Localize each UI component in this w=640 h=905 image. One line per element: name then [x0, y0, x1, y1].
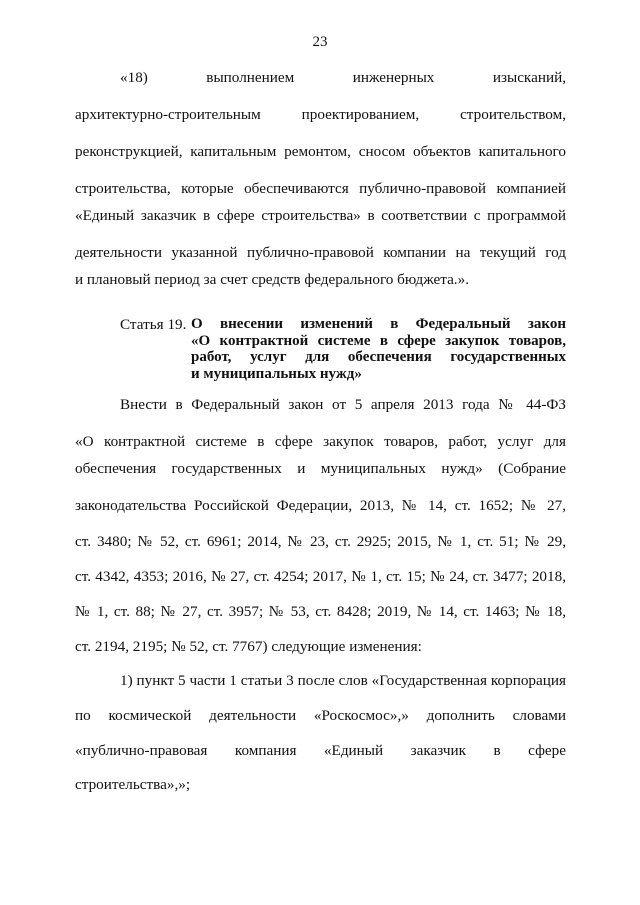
text-line: «18) выполнением инженерных изысканий,	[120, 69, 566, 86]
text-line: ст. 2194, 2195; № 52, ст. 7767) следующие изменения:	[75, 638, 422, 655]
article-title-line: работ, услуг для обеспечения государственных	[191, 349, 566, 365]
text-line: строительства»,»;	[75, 776, 191, 793]
text-line: «публично-правовая компания «Единый заказчик в сфере	[75, 742, 566, 759]
text-line: строительства, которые обеспечиваются публично-правовой компанией	[75, 180, 566, 197]
text-line: ст. 4342, 4353; 2016, № 27, ст. 4254; 2017, № 1, ст. 15; № 24, ст. 3477; 2018,	[75, 568, 566, 585]
text-line: реконструкцией, капитальным ремонтом, сносом объектов капитального	[75, 143, 566, 160]
page-number: 23	[312, 34, 328, 50]
text-line: и плановый период за счет средств федерального бюджета.».	[75, 271, 469, 288]
text-line: № 1, ст. 88; № 27, ст. 3957; № 53, ст. 8428; 2019, № 14, ст. 1463; № 18,	[75, 603, 566, 620]
text-line: архитектурно-строительным проектированием, строительством,	[75, 106, 566, 123]
article-title	[191, 316, 566, 382]
text-line: Внести в Федеральный закон от 5 апреля 2013 года № 44-ФЗ	[120, 396, 566, 413]
text-line: 1) пункт 5 части 1 статьи 3 после слов «Государственная корпорация	[120, 672, 566, 689]
article-title-line: и муниципальных нужд»	[191, 365, 362, 382]
text-line: обеспечения государственных и муниципальных нужд» (Собрание	[75, 460, 566, 477]
text-line: «О контрактной системе в сфере закупок товаров, работ, услуг для	[75, 433, 566, 450]
text-line: деятельности указанной публично-правовой компании на текущий год	[75, 244, 566, 261]
text-line: законодательства Российской Федерации, 2013, № 14, ст. 1652; № 27,	[75, 497, 566, 514]
text-line: ст. 3480; № 52, ст. 6961; 2014, № 23, ст. 2925; 2015, № 1, ст. 51; № 29,	[75, 533, 566, 550]
text-line: по космической деятельности «Роскосмос»,» дополнить словами	[75, 707, 566, 724]
article-title-line: «О контрактной системе в сфере закупок товаров,	[191, 332, 566, 349]
article-title-line: О внесении изменений в Федеральный закон	[191, 316, 566, 332]
article-label: Статья 19.	[120, 316, 187, 333]
text-line: «Единый заказчик в сфере строительства» в соответствии с программой	[75, 207, 566, 224]
